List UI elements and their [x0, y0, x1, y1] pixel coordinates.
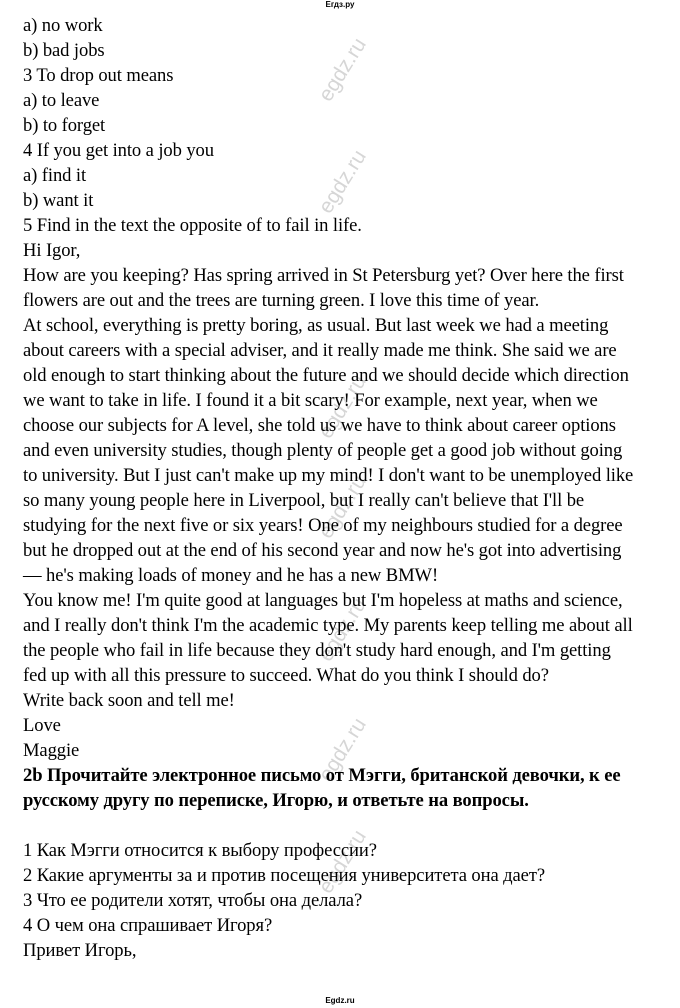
- letter-line: but he dropped out at the end of his second year and now he's got into advertising: [23, 540, 622, 561]
- option-line: b) want it: [23, 190, 94, 211]
- watermark: egdz.ru: [314, 825, 371, 898]
- watermark: egdz.ru: [314, 713, 371, 786]
- letter-greeting: Hi Igor,: [23, 240, 81, 261]
- option-line: a) to leave: [23, 90, 100, 111]
- question-line: 5 Find in the text the opposite of to fail in life.: [23, 215, 362, 236]
- watermark: egdz.ru: [314, 145, 371, 218]
- watermark: egdz.ru: [314, 593, 371, 666]
- letter-line: At school, everything is pretty boring, as usual. But last week we had a meeting: [23, 315, 609, 336]
- letter-line: to university. But I just can't make up my mind! I don't want to be unemployed like: [23, 465, 634, 486]
- site-footer[interactable]: Egdz.ru: [325, 996, 355, 1005]
- letter-line: we want to take in life. I found it a bit scary! For example, next year, when we: [23, 390, 598, 411]
- letter-line: old enough to start thinking about the future and we should decide which direction: [23, 365, 629, 386]
- watermark: egdz.ru: [314, 470, 371, 543]
- question-line: 2 Какие аргументы за и против посещения университета она дает?: [23, 865, 546, 886]
- letter-line: and even university studies, though plenty of people get a good job without going: [23, 440, 623, 461]
- question-line: 3 Что ее родители хотят, чтобы она делала?: [23, 890, 363, 911]
- task-heading: 2b Прочитайте электронное письмо от Мэгги, британской девочки, к ее: [23, 765, 621, 786]
- letter-line: Write back soon and tell me!: [23, 690, 235, 711]
- letter-line: and I really don't think I'm the academic type. My parents keep telling me about all: [23, 615, 633, 636]
- letter-line: flowers are out and the trees are turning green. I love this time of year.: [23, 290, 540, 311]
- letter-line: fed up with all this pressure to succeed. What do you think I should do?: [23, 665, 549, 686]
- letter-line: about careers with a special adviser, and it really made me think. She said we are: [23, 340, 617, 361]
- question-line: 1 Как Мэгги относится к выбору профессии?: [23, 840, 377, 861]
- letter-line: studying for the next five or six years! One of my neighbours studied for a degree: [23, 515, 623, 536]
- letter-line: You know me! I'm quite good at languages but I'm hopeless at maths and science,: [23, 590, 623, 611]
- option-line: a) no work: [23, 15, 103, 36]
- document-body: [23, 13, 663, 963]
- question-line: 3 To drop out means: [23, 65, 174, 86]
- spacer: [23, 813, 663, 838]
- watermark: egdz.ru: [314, 33, 371, 106]
- letter-line: so many young people here in Liverpool, but I really can't believe that I'll be: [23, 490, 585, 511]
- letter-closing: Love: [23, 715, 61, 736]
- question-line: 4 If you get into a job you: [23, 140, 214, 161]
- letter-line: — he's making loads of money and he has a new BMW!: [23, 565, 439, 586]
- option-line: b) bad jobs: [23, 40, 105, 61]
- option-line: a) find it: [23, 165, 87, 186]
- task-heading: русскому другу по переписке, Игорю, и ответьте на вопросы.: [23, 790, 529, 811]
- option-line: b) to forget: [23, 115, 106, 136]
- letter-line: How are you keeping? Has spring arrived in St Petersburg yet? Over here the first: [23, 265, 624, 286]
- letter-greeting: Привет Игорь,: [23, 940, 137, 961]
- letter-signature: Maggie: [23, 740, 80, 761]
- site-header[interactable]: Егдз.ру: [325, 0, 355, 9]
- letter-line: the people who fail in life because they don't study hard enough, and I'm getting: [23, 640, 611, 661]
- question-line: 4 О чем она спрашивает Игоря?: [23, 915, 273, 936]
- letter-line: choose our subjects for A level, she told us we have to think about career options: [23, 415, 616, 436]
- watermark: egdz.ru: [314, 370, 371, 443]
